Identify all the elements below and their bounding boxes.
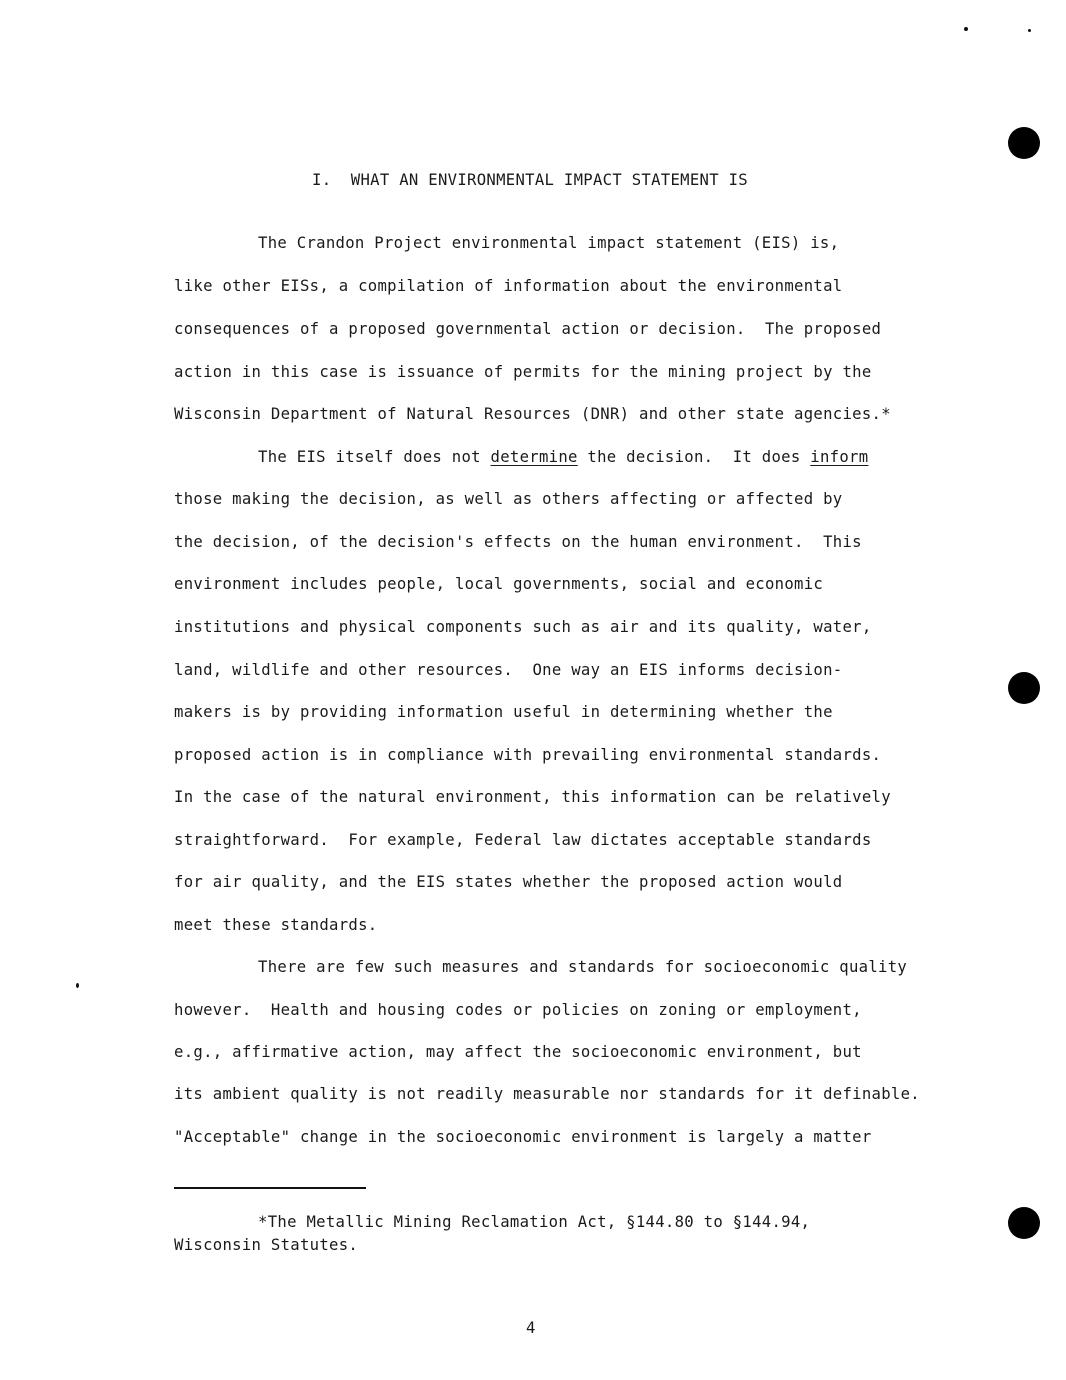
- paragraph-line: [258, 447, 868, 467]
- page-number: 4: [526, 1319, 536, 1337]
- section-heading: I. WHAT AN ENVIRONMENTAL IMPACT STATEMENT IS: [312, 171, 748, 189]
- underlined-word: inform: [810, 448, 869, 466]
- scan-speck: [964, 27, 968, 31]
- paragraph-line: proposed action is in compliance with prevailing environmental standards.: [174, 746, 882, 764]
- punch-hole-middle: [1008, 672, 1040, 704]
- paragraph-line: e.g., affirmative action, may affect the socioeconomic environment, but: [174, 1043, 862, 1061]
- punch-hole-top: [1008, 127, 1040, 159]
- paragraph-line: meet these standards.: [174, 916, 378, 934]
- paragraph-line: action in this case is issuance of permits for the mining project by the: [174, 363, 872, 381]
- paragraph-line: those making the decision, as well as others affecting or affected by: [174, 490, 843, 508]
- scan-speck: [76, 983, 79, 988]
- punch-hole-bottom: [1008, 1207, 1040, 1239]
- paragraph-line: its ambient quality is not readily measurable nor standards for it definable.: [174, 1085, 920, 1103]
- text-run: the decision. It does: [577, 448, 811, 466]
- paragraph-line: for air quality, and the EIS states whether the proposed action would: [174, 873, 843, 891]
- paragraph-line: consequences of a proposed governmental action or decision. The proposed: [174, 320, 882, 338]
- paragraph-line: There are few such measures and standards for socioeconomic quality: [258, 958, 908, 976]
- paragraph-line: Wisconsin Department of Natural Resources (DNR) and other state agencies.*: [174, 405, 891, 423]
- footnote-line: Wisconsin Statutes.: [174, 1236, 359, 1254]
- paragraph-line: like other EISs, a compilation of information about the environmental: [174, 277, 843, 295]
- scan-speck: [1028, 29, 1031, 32]
- text-run: The EIS itself does not: [258, 448, 491, 466]
- paragraph-line: straightforward. For example, Federal law dictates acceptable standards: [174, 831, 872, 849]
- paragraph-line: The Crandon Project environmental impact statement (EIS) is,: [258, 234, 840, 252]
- footnote-line: *The Metallic Mining Reclamation Act, §144.80 to §144.94,: [258, 1213, 811, 1231]
- paragraph-line: the decision, of the decision's effects on the human environment. This: [174, 533, 862, 551]
- paragraph-line: land, wildlife and other resources. One way an EIS informs decision-: [174, 661, 843, 679]
- paragraph-line: however. Health and housing codes or policies on zoning or employment,: [174, 1001, 862, 1019]
- paragraph-line: makers is by providing information useful in determining whether the: [174, 703, 833, 721]
- paragraph-line: institutions and physical components such as air and its quality, water,: [174, 618, 872, 636]
- footnote-rule: [174, 1187, 366, 1189]
- underlined-word: determine: [490, 448, 578, 466]
- paragraph-line: In the case of the natural environment, this information can be relatively: [174, 788, 891, 806]
- paragraph-line: environment includes people, local governments, social and economic: [174, 575, 824, 593]
- paragraph-line: "Acceptable" change in the socioeconomic environment is largely a matter: [174, 1128, 872, 1146]
